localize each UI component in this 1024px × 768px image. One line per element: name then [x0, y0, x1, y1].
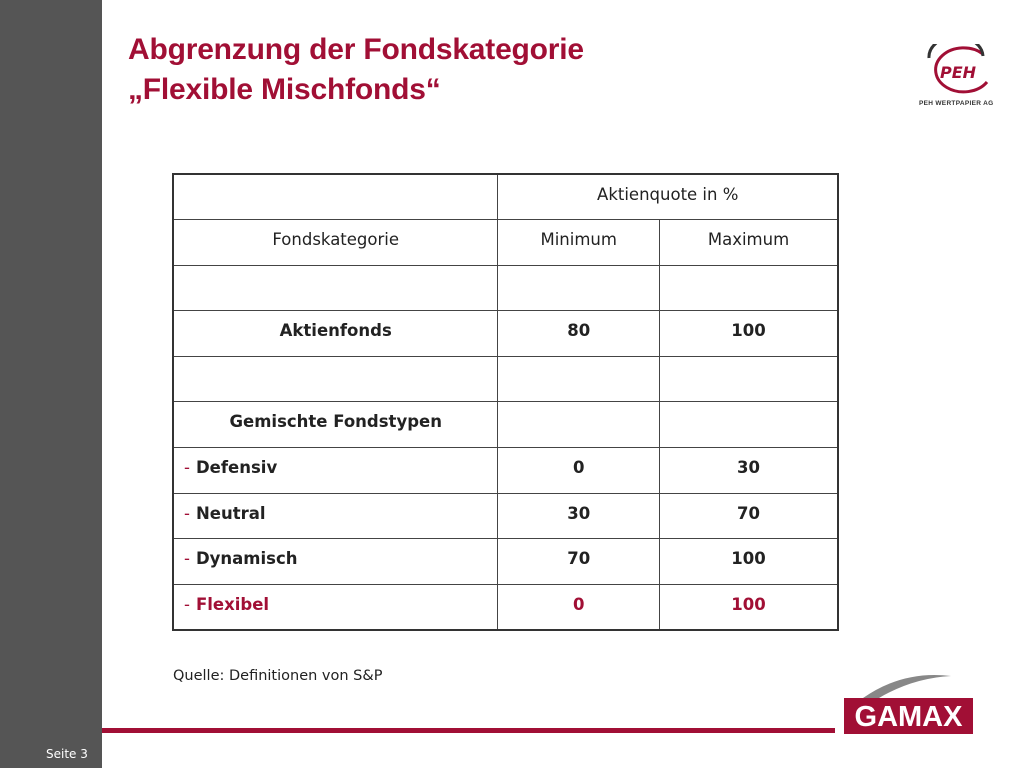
- minimum-cell: 0: [498, 448, 660, 494]
- column-header: Minimum: [498, 220, 660, 266]
- table-row: [173, 402, 838, 448]
- category-label: Flexibel: [195, 594, 270, 614]
- minimum-cell: 80: [498, 311, 660, 357]
- minimum-cell: [498, 356, 660, 402]
- table-row: [173, 493, 838, 539]
- category-cell: [173, 539, 498, 585]
- maximum-cell: [660, 356, 839, 402]
- title-line-1: Abgrenzung der Fondskategorie: [128, 33, 584, 66]
- bullet-dash: -: [184, 503, 190, 523]
- source-note: Quelle: Definitionen von S&P: [173, 668, 383, 684]
- category-cell: [173, 356, 498, 402]
- footer-divider: [102, 728, 835, 733]
- table-row: [173, 311, 838, 357]
- category-cell: Aktienfonds: [173, 311, 498, 357]
- bullet-dash: -: [184, 594, 190, 614]
- maximum-cell: 30: [660, 448, 839, 494]
- bullet-dash: -: [184, 549, 190, 569]
- category-cell: [173, 448, 498, 494]
- fund-category-table: [172, 173, 839, 631]
- minimum-cell: [498, 402, 660, 448]
- table-row: [173, 356, 838, 402]
- page-number: Seite 3: [46, 747, 88, 761]
- maximum-cell: 70: [660, 493, 839, 539]
- table-row-highlight: [173, 584, 838, 630]
- peh-caption: PEH WERTPAPIER AG: [919, 100, 994, 107]
- header-empty-cell: [173, 174, 498, 220]
- column-header-row: [173, 220, 838, 266]
- category-cell: [173, 584, 498, 630]
- table-row: [173, 448, 838, 494]
- category-cell: Gemischte Fondstypen: [173, 402, 498, 448]
- category-cell: [173, 493, 498, 539]
- maximum-cell: 100: [660, 539, 839, 585]
- gamax-wordmark: GAMAX: [854, 701, 963, 733]
- table-row: [173, 539, 838, 585]
- category-label: Neutral: [195, 503, 266, 523]
- maximum-cell: [660, 402, 839, 448]
- minimum-cell: 70: [498, 539, 660, 585]
- title-line-2: „Flexible Mischfonds“: [128, 73, 441, 106]
- maximum-cell: 100: [660, 311, 839, 357]
- table-row: [173, 265, 838, 311]
- category-cell: [173, 265, 498, 311]
- left-sidebar: [0, 0, 102, 768]
- slide-title: [128, 30, 584, 110]
- column-header: Maximum: [660, 220, 839, 266]
- category-label: Defensiv: [195, 458, 278, 478]
- maximum-cell: [660, 265, 839, 311]
- group-header-cell: Aktienquote in %: [498, 174, 838, 220]
- minimum-cell: 0: [498, 584, 660, 630]
- maximum-cell: 100: [660, 584, 839, 630]
- minimum-cell: 30: [498, 493, 660, 539]
- table-header-row: [173, 174, 838, 220]
- minimum-cell: [498, 265, 660, 311]
- category-label: Dynamisch: [195, 549, 298, 569]
- peh-mark: PEH: [939, 63, 977, 82]
- gamax-logo: [843, 672, 975, 736]
- bullet-dash: -: [184, 458, 190, 478]
- column-header: Fondskategorie: [173, 220, 498, 266]
